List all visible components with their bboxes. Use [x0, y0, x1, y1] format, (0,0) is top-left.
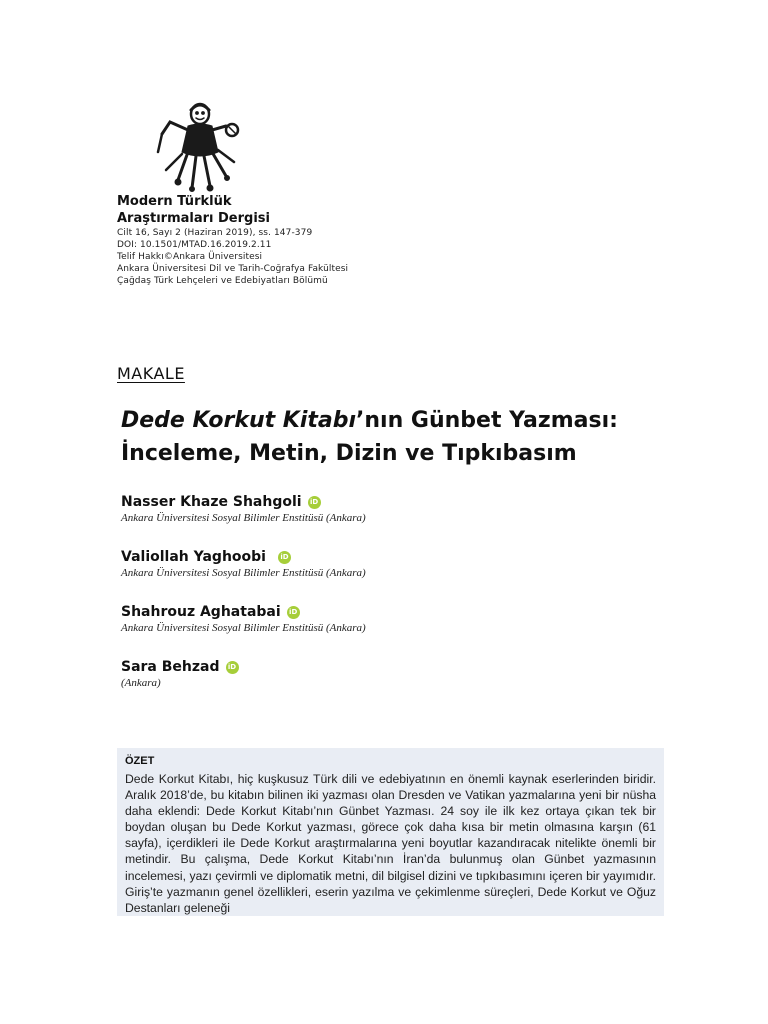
journal-doi: DOI: 10.1501/MTAD.16.2019.2.11	[117, 240, 272, 250]
author-affiliation: Ankara Üniversitesi Sosyal Bilimler Enstitüsü (Ankara)	[121, 512, 366, 524]
journal-faculty: Ankara Üniversitesi Dil ve Tarih-Coğrafya Fakültesi	[117, 264, 349, 274]
abstract-text: Dede Korkut Kitabı, hiç kuşkusuz Türk dili ve edebiyatının en önemli kaynak eserlerinden biridir. Aralık 2018’de, bu kitabın bilinen iki yazması olan Dresden ve Vatikan yazmalarına yeni bir nüsha daha eklendi: Dede Korkut Kitabı’nın Günbet Yazması. 24 soy ile ilk kez ortaya çıkan tek bir boydan oluşan bu Dede Korkut yazması, görece çok daha kısa bir metin olmasına karşın (61 sayfa), içerdikleri ile Dede Korkut araştırmalarına yeni boyutlar kazandıracak nitelikte önemli bir metindir. Bu çalışma, Dede Korkut Kitabı’nın İran’da bulunmuş olan Günbet yazmasının incelemesi, yazı çevirmli ve diplomatik metni, dil bilgisel dizini ve tıpkıbasımını içeren bir yayımıdır. Giriş’te yazmanın genel özellikleri, eserin yazılma ve çekimlenme süreçleri, Dede Korkut ve Oğuz Destanları geleneği	[125, 772, 656, 915]
title-line1	[121, 404, 681, 437]
journal-name-line2: Araştırmaları Dergisi	[117, 211, 270, 226]
author-name: Nasser Khaze Shahgoli	[121, 494, 302, 510]
abstract-heading: ÖZET	[125, 755, 155, 767]
author-affiliation: Ankara Üniversitesi Sosyal Bilimler Enstitüsü (Ankara)	[121, 622, 366, 634]
author-1	[121, 492, 366, 524]
orcid-icon[interactable]: iD	[308, 496, 321, 509]
journal-logo	[148, 100, 240, 192]
section-label: MAKALE	[117, 364, 185, 383]
journal-issue: Cilt 16, Sayı 2 (Haziran 2019), ss. 147-379	[117, 228, 313, 238]
author-affiliation: (Ankara)	[121, 677, 161, 689]
orcid-icon[interactable]: iD	[226, 661, 239, 674]
article-title	[121, 404, 681, 470]
title-line2: İnceleme, Metin, Dizin ve Tıpkıbasım	[121, 441, 577, 466]
journal-copyright: Telif Hakkı©Ankara Üniversitesi	[117, 252, 263, 262]
title-line1-rest: ’nın Günbet Yazması:	[356, 408, 618, 433]
journal-info	[117, 193, 348, 287]
author-2	[121, 547, 366, 579]
orcid-icon[interactable]: iD	[278, 551, 291, 564]
orcid-icon[interactable]: iD	[287, 606, 300, 619]
author-affiliation: Ankara Üniversitesi Sosyal Bilimler Enstitüsü (Ankara)	[121, 567, 366, 579]
title-italic-part: Dede Korkut Kitabı	[121, 408, 357, 433]
journal-department: Çağdaş Türk Lehçeleri ve Edebiyatları Bölümü	[117, 276, 328, 286]
journal-name-line1: Modern Türklük	[117, 194, 232, 209]
author-name: Sara Behzad	[121, 659, 220, 675]
author-3	[121, 602, 366, 634]
author-name: Shahrouz Aghatabai	[121, 604, 281, 620]
author-4	[121, 657, 239, 689]
author-name: Valiollah Yaghoobi	[121, 549, 266, 565]
abstract-box	[117, 748, 664, 916]
